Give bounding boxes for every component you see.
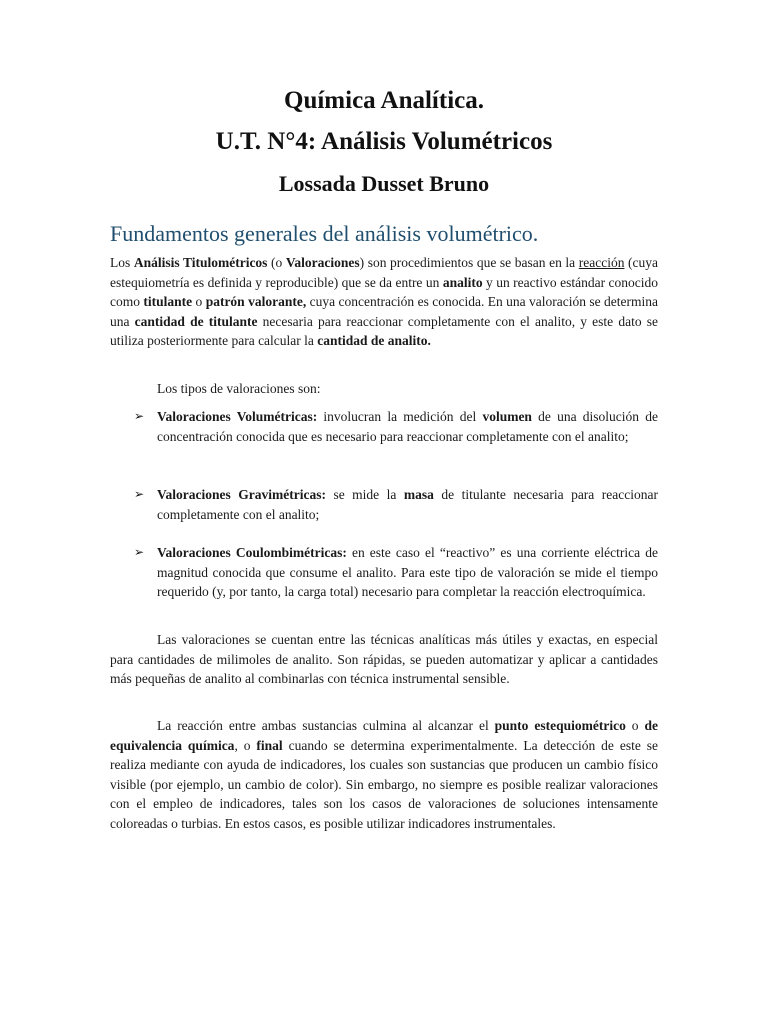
term-equivalencia-quimica: de equivalencia química (110, 718, 659, 753)
text-run: (cuya estequiometría es definida y reproducible) que se da entre un (110, 255, 659, 290)
term-cantidad-de-analito: cantidad de analito. (317, 333, 431, 348)
document-title: Química Analítica. (284, 87, 484, 114)
text-run: o (192, 294, 206, 309)
arrow-bullet-icon: ➢ (134, 409, 145, 423)
text-run: de titulante necesaria para reaccionar completamente con el analito; (157, 487, 658, 522)
text-run: (o (267, 255, 286, 270)
text-run: y un reactivo estándar conocido como (110, 274, 659, 309)
arrow-bullet-icon: ➢ (134, 545, 145, 559)
arrow-bullet-icon: ➢ (134, 487, 145, 501)
term-analisis-titulometricos: Análisis Titulométricos (133, 255, 268, 270)
text-run: se mide la (325, 487, 404, 502)
text-run: o (625, 718, 645, 733)
list-item-term: Valoraciones Gravimétricas: (157, 487, 326, 502)
text-run: cuya concentración es conocida. En una valoración se determina una (110, 294, 658, 329)
list-item-volumetricas (157, 407, 658, 446)
intro-paragraph (110, 253, 658, 351)
term-titulante: titulante (143, 294, 193, 309)
text-run: , o (234, 737, 257, 753)
text-run: involucran la medición del (317, 409, 483, 424)
paragraph-tecnicas: Las valoraciones se cuentan entre las técnicas analíticas más útiles y exactas, en especial para cantidades de milimoles de analito. Son rápidas, se pueden automatizar y aplicar a cantidades más pequeñas de analito al combinarlas con técnica instrumental sensible. (110, 632, 658, 686)
term-patron-valorante: patrón valorante, (205, 294, 307, 309)
term-punto-estequiometrico: punto estequiométrico (494, 718, 626, 733)
text-run: ) son procedimientos que se basan en la (359, 255, 579, 270)
term-cantidad-de-titulante: cantidad de titulante (134, 313, 258, 329)
section-heading: Fundamentos generales del análisis volumétrico. (110, 221, 539, 246)
list-item-term: Valoraciones Coulombimétricas: (157, 545, 347, 560)
text-run: en este caso el “reactivo” es una corriente eléctrica de magnitud conocida que consume el analito. Para este tipo de valoración se mide el tiempo requerido (y, por tanto, la carga total) necesario para completar la reacción electroquímica. (157, 545, 658, 599)
term-analito: analito (442, 274, 483, 290)
paragraph-punto-equivalencia (110, 716, 658, 833)
term-reaccion: reacción (578, 255, 625, 270)
text-run: necesaria para reaccionar completamente con el analito, y este dato se utiliza posteriormente para calcular la (110, 313, 658, 348)
list-item-gravimetricas (157, 485, 658, 524)
term-valoraciones: Valoraciones (285, 255, 360, 270)
list-item-keyword: volumen (482, 409, 532, 424)
text-run: cuando se determina experimentalmente. La detección de este se realiza mediante con ayuda de indicadores, los cuales son sustancias que producen un cambio físico visible (por ejemplo, un cambio de color). Sin embargo, no siempre es posible realizar valoraciones con el empleo de indicadores, tales son los casos de valoraciones de soluciones intensamente coloreadas o turbias. En estos casos, es posible utilizar indicadores instrumentales. (110, 737, 658, 831)
list-item-keyword: masa (403, 487, 434, 502)
list-item-coulombimetricas (157, 543, 658, 602)
types-intro: Los tipos de valoraciones son: (157, 381, 321, 396)
text-run: de una disolución de concentración conocida que es necesario para reaccionar completamente con el analito; (157, 409, 658, 444)
term-final: final (256, 737, 283, 753)
list-item-term: Valoraciones Volumétricas: (157, 409, 318, 424)
text-run: La reacción entre ambas sustancias culmina al alcanzar el (157, 718, 495, 733)
unit-title: U.T. N°4: Análisis Volumétricos (215, 128, 553, 155)
author-name: Lossada Dusset Bruno (278, 171, 490, 196)
text-run: Los (110, 255, 134, 270)
